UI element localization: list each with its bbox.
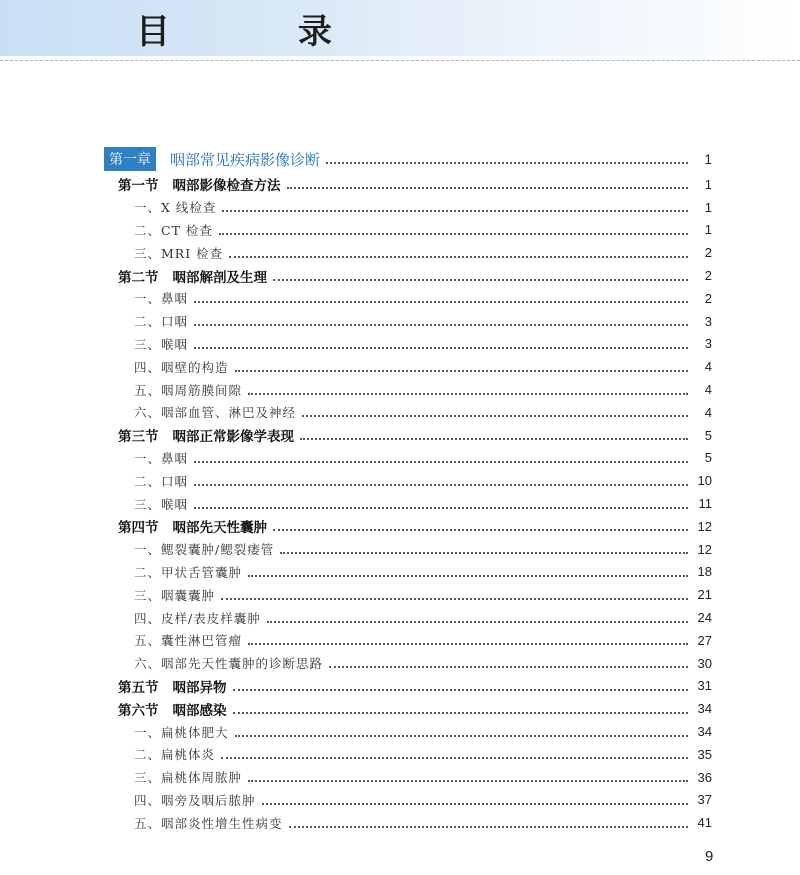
item-label: 一、X 线检查 bbox=[134, 200, 217, 216]
toc-entries bbox=[104, 173, 712, 834]
entry-page-number: 34 bbox=[697, 724, 712, 740]
item-label: 四、咽旁及咽后脓肿 bbox=[134, 792, 256, 808]
entry-page-number: 31 bbox=[697, 678, 712, 694]
dot-leader bbox=[194, 301, 688, 303]
entry-page-number: 41 bbox=[697, 815, 712, 831]
item-label: 五、囊性淋巴管瘤 bbox=[134, 633, 243, 649]
entry-page-number: 4 bbox=[704, 404, 712, 420]
entry-page-number: 5 bbox=[704, 450, 712, 466]
dot-leader bbox=[233, 689, 689, 691]
toc-section-row[interactable] bbox=[104, 264, 712, 287]
toc-item-row[interactable] bbox=[104, 447, 712, 470]
dot-leader bbox=[194, 507, 688, 509]
item-label: 一、鳃裂囊肿/鳃裂瘘管 bbox=[134, 542, 275, 558]
toc-item-row[interactable] bbox=[104, 196, 712, 219]
toc-chapter-row[interactable] bbox=[104, 146, 712, 172]
item-label: 三、咽囊囊肿 bbox=[134, 587, 216, 603]
entry-page-number: 27 bbox=[697, 632, 712, 648]
entry-page-number: 12 bbox=[697, 541, 712, 557]
toc-item-row[interactable] bbox=[104, 652, 712, 675]
entry-page-number: 21 bbox=[697, 587, 712, 603]
header-band bbox=[0, 0, 800, 56]
dot-leader bbox=[194, 347, 688, 349]
toc-item-row[interactable] bbox=[104, 219, 712, 242]
entry-page-number: 1 bbox=[704, 222, 712, 238]
folio-page-number: 9 bbox=[705, 848, 714, 865]
section-number: 第一节 bbox=[118, 178, 159, 195]
dot-leader bbox=[233, 712, 689, 714]
section-label bbox=[118, 174, 281, 194]
entry-page-number: 34 bbox=[697, 701, 712, 717]
section-title: 咽部先天性囊肿 bbox=[172, 520, 267, 537]
dot-leader bbox=[300, 438, 688, 440]
entry-page-number: 35 bbox=[697, 746, 712, 762]
item-label: 五、咽部炎性增生性病变 bbox=[134, 815, 283, 831]
dot-leader bbox=[302, 415, 688, 417]
entry-page-number: 5 bbox=[704, 427, 712, 443]
dot-leader bbox=[273, 279, 688, 281]
toc-item-row[interactable] bbox=[104, 469, 712, 492]
item-label: 二、甲状舌管囊肿 bbox=[134, 564, 243, 580]
dot-leader bbox=[221, 598, 688, 600]
toc-item-row[interactable] bbox=[104, 401, 712, 424]
toc-item-row[interactable] bbox=[104, 378, 712, 401]
entry-page-number: 4 bbox=[704, 382, 712, 398]
dot-leader bbox=[280, 552, 688, 554]
item-label: 三、喉咽 bbox=[134, 336, 189, 352]
item-label: 二、CT 检查 bbox=[134, 222, 213, 238]
dot-leader bbox=[248, 575, 688, 577]
entry-page-number: 2 bbox=[704, 290, 712, 306]
dot-leader bbox=[222, 210, 688, 212]
entry-page-number: 4 bbox=[704, 359, 712, 375]
toc-item-row[interactable] bbox=[104, 789, 712, 812]
chapter-number-badge: 第一章 bbox=[104, 147, 156, 171]
item-label: 六、咽部先天性囊肿的诊断思路 bbox=[134, 656, 324, 672]
dot-leader bbox=[235, 370, 688, 372]
section-number: 第四节 bbox=[118, 520, 159, 537]
page-title: 目 录 bbox=[136, 12, 390, 52]
item-label: 一、鼻咽 bbox=[134, 291, 189, 307]
toc-item-row[interactable] bbox=[104, 561, 712, 584]
dot-leader bbox=[219, 233, 688, 235]
entry-page-number: 2 bbox=[704, 268, 712, 284]
section-number: 第六节 bbox=[118, 702, 159, 719]
section-title: 咽部异物 bbox=[172, 679, 227, 696]
entry-page-number: 3 bbox=[704, 336, 712, 352]
dot-leader bbox=[229, 256, 688, 258]
item-label: 三、扁桃体周脓肿 bbox=[134, 770, 243, 786]
toc-item-row[interactable] bbox=[104, 811, 712, 834]
toc-item-row[interactable] bbox=[104, 492, 712, 515]
dot-leader bbox=[248, 643, 688, 645]
toc-item-row[interactable] bbox=[104, 720, 712, 743]
item-label: 四、咽壁的构造 bbox=[134, 359, 229, 375]
dot-leader bbox=[267, 621, 688, 623]
item-label: 六、咽部血管、淋巴及神经 bbox=[134, 405, 297, 421]
entry-page-number: 30 bbox=[697, 655, 712, 671]
dot-leader bbox=[248, 393, 688, 395]
section-label bbox=[118, 425, 294, 445]
toc-item-row[interactable] bbox=[104, 629, 712, 652]
dot-leader bbox=[262, 803, 688, 805]
entry-page-number: 1 bbox=[704, 176, 712, 192]
dot-leader bbox=[194, 324, 688, 326]
toc-item-row[interactable] bbox=[104, 743, 712, 766]
entry-page-number: 36 bbox=[697, 769, 712, 785]
toc-section-row[interactable] bbox=[104, 173, 712, 196]
toc-item-row[interactable] bbox=[104, 766, 712, 789]
item-label: 二、口咽 bbox=[134, 314, 189, 330]
section-number: 第三节 bbox=[118, 429, 159, 446]
item-label: 一、扁桃体肥大 bbox=[134, 724, 229, 740]
toc-item-row[interactable] bbox=[104, 538, 712, 561]
entry-page-number: 18 bbox=[697, 564, 712, 580]
section-number: 第二节 bbox=[118, 269, 159, 286]
section-number: 第五节 bbox=[118, 679, 159, 696]
toc-section-row[interactable] bbox=[104, 424, 712, 447]
section-title: 咽部影像检查方法 bbox=[172, 178, 281, 195]
section-label bbox=[118, 699, 227, 719]
toc-section-row[interactable] bbox=[104, 675, 712, 698]
item-label: 二、口咽 bbox=[134, 473, 189, 489]
entry-page-number: 12 bbox=[697, 518, 712, 534]
item-label: 一、鼻咽 bbox=[134, 450, 189, 466]
section-title: 咽部正常影像学表现 bbox=[172, 429, 294, 446]
toc-section-row[interactable] bbox=[104, 697, 712, 720]
dot-leader bbox=[287, 187, 689, 189]
section-title: 咽部感染 bbox=[172, 702, 227, 719]
dot-leader bbox=[221, 757, 688, 759]
entry-page-number: 11 bbox=[698, 496, 712, 512]
chapter-page-number: 1 bbox=[704, 151, 712, 167]
chapter-title: 咽部常见疾病影像诊断 bbox=[170, 150, 321, 169]
item-label: 五、咽周筋膜间隙 bbox=[134, 382, 243, 398]
toc-item-row[interactable] bbox=[104, 310, 712, 333]
entry-page-number: 2 bbox=[704, 245, 712, 261]
section-title: 咽部解剖及生理 bbox=[172, 269, 267, 286]
toc-section-row[interactable] bbox=[104, 515, 712, 538]
dot-leader bbox=[235, 735, 688, 737]
dot-leader bbox=[248, 780, 688, 782]
dot-leader bbox=[194, 461, 688, 463]
dot-leader bbox=[194, 484, 688, 486]
toc-item-row[interactable] bbox=[104, 287, 712, 310]
item-label: 四、皮样/表皮样囊肿 bbox=[134, 610, 261, 626]
entry-page-number: 1 bbox=[704, 199, 712, 215]
entry-page-number: 10 bbox=[697, 473, 712, 489]
toc-item-row[interactable] bbox=[104, 583, 712, 606]
entry-page-number: 24 bbox=[697, 610, 712, 626]
toc-item-row[interactable] bbox=[104, 333, 712, 356]
item-label: 三、MRI 检查 bbox=[134, 245, 224, 261]
dot-leader bbox=[326, 162, 688, 164]
section-label bbox=[118, 516, 267, 536]
section-label bbox=[118, 266, 267, 286]
section-label bbox=[118, 676, 227, 696]
toc-item-row[interactable] bbox=[104, 355, 712, 378]
entry-page-number: 3 bbox=[704, 313, 712, 329]
item-label: 三、喉咽 bbox=[134, 496, 189, 512]
dot-leader bbox=[329, 666, 688, 668]
item-label: 二、扁桃体炎 bbox=[134, 747, 216, 763]
toc-item-row[interactable] bbox=[104, 606, 712, 629]
entry-page-number: 37 bbox=[697, 792, 712, 808]
header-divider bbox=[0, 60, 800, 61]
toc-item-row[interactable] bbox=[104, 241, 712, 264]
dot-leader bbox=[273, 529, 688, 531]
dot-leader bbox=[289, 826, 688, 828]
table-of-contents bbox=[104, 146, 712, 834]
